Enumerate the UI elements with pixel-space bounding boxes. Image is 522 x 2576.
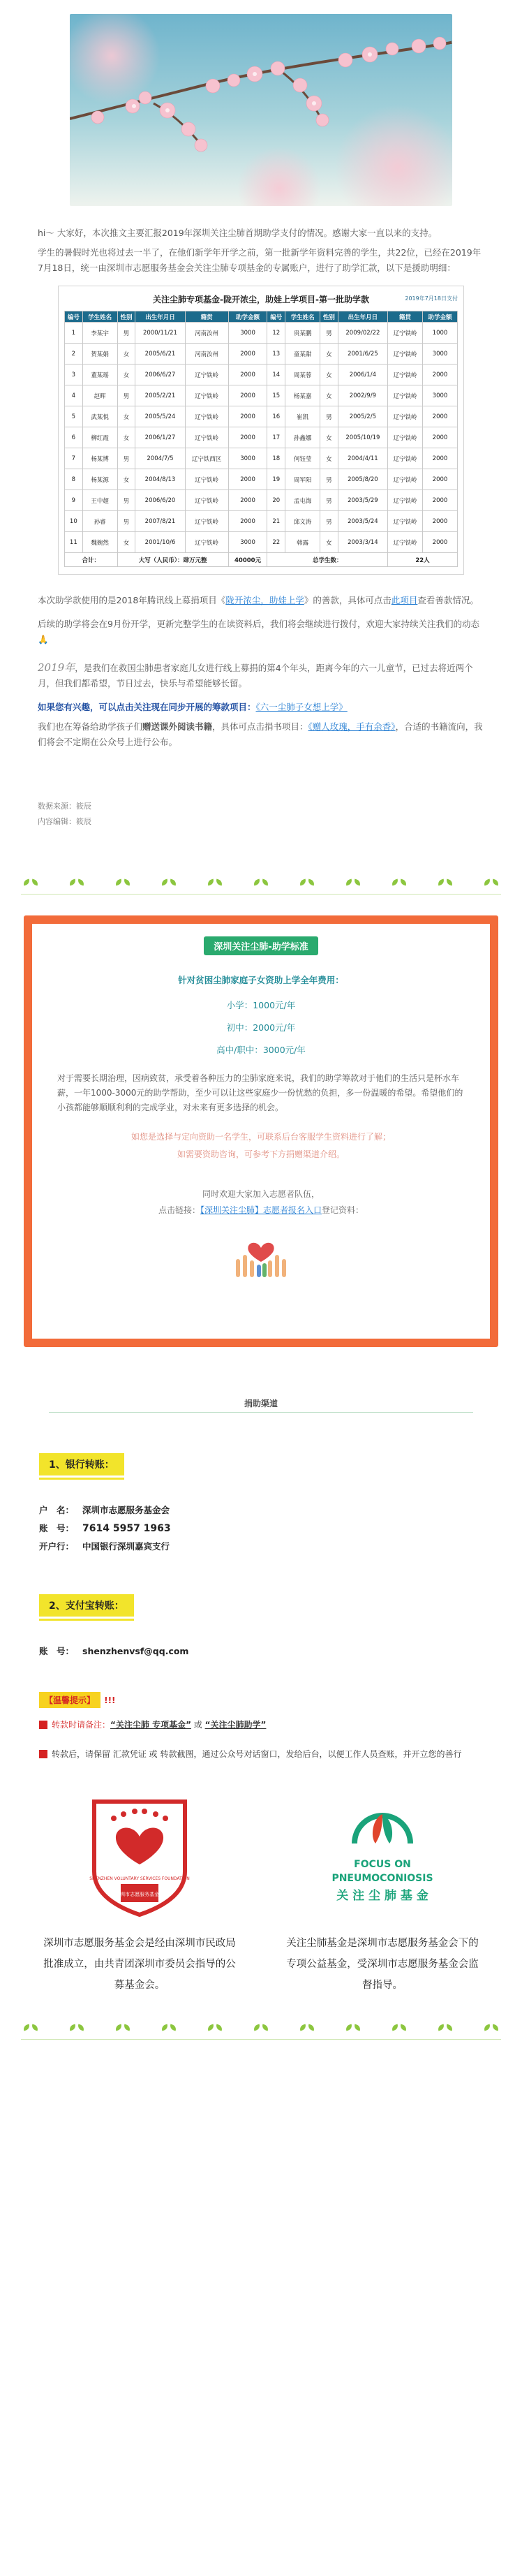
table-cell: 2003/5/29 (338, 490, 387, 511)
table-cell: 2005/5/24 (135, 406, 185, 427)
table-cell: 辽宁铁岭 (388, 365, 423, 385)
p3-text-c: 查看善款情况。 (417, 595, 479, 605)
table-cell: 男 (117, 511, 135, 532)
bank-account-name-row (0, 1503, 522, 1516)
volunteer-link-line (57, 1204, 465, 1216)
leaf-icon (207, 878, 223, 888)
table-cell: 4 (65, 385, 83, 406)
table-header-cell: 编号 (267, 311, 285, 323)
p7-text-b: 赠送课外阅读书籍 (142, 721, 213, 732)
table-cell: 2004/7/5 (135, 448, 185, 469)
p6-text: 如果您有兴趣，可以点击关注现在同步开展的筹款项目： (38, 702, 256, 712)
table-body (65, 323, 458, 567)
table-cell: 2000 (228, 469, 267, 490)
table-cell: 辽宁铁岭 (388, 469, 423, 490)
table-header-row (65, 311, 458, 323)
table-cell: 13 (267, 344, 285, 365)
p7-text-c: ，具体可点击捐书项目： (212, 721, 308, 732)
table-cell: 女 (320, 344, 338, 365)
book-project-link[interactable]: 《赠人玫瑰，手有余香》 (308, 721, 396, 732)
table-total-cell: 大写（人民币）：肆万元整 (117, 553, 228, 567)
leaf-icon (392, 878, 407, 888)
table-cell: 3000 (228, 448, 267, 469)
table-header-cell: 编号 (65, 311, 83, 323)
table-total-cell: 40000元 (228, 553, 267, 567)
table-cell: 辽宁铁岭 (388, 344, 423, 365)
table-cell: 武某悦 (82, 406, 117, 427)
table-header-cell: 助学金额 (228, 311, 267, 323)
table-row (65, 344, 458, 365)
table-cell: 2000 (228, 511, 267, 532)
table-cell: 11 (65, 532, 83, 553)
table-cell: 9 (65, 490, 83, 511)
left-logo-en: SHENZHEN VOLUNTARY SERVICES FOUNDATION (89, 1876, 190, 1881)
bank-branch-row (0, 1540, 522, 1552)
leaf-icon (392, 2024, 407, 2033)
table-cell: 2005/10/19 (338, 427, 387, 448)
table-cell: 2005/2/5 (338, 406, 387, 427)
right-logo-en2: PNEUMOCONIOSIS (331, 1873, 433, 1884)
follow-project-paragraph (38, 700, 484, 715)
table-cell: 2006/6/20 (135, 490, 185, 511)
table-cell: 辽宁铁岭 (185, 406, 228, 427)
table-row (65, 490, 458, 511)
aid-high-school: 高中/职中：3000元/年 (216, 1045, 306, 1055)
table-header-cell: 学生姓名 (82, 311, 117, 323)
book-donation-paragraph (38, 719, 484, 750)
red-square-icon (39, 1721, 47, 1729)
table-cell: 童某甜 (285, 344, 320, 365)
aid-donate-hint: 如需要资助咨询，可参考下方捐赠渠道介绍。 (177, 1149, 345, 1159)
table-cell: 男 (320, 490, 338, 511)
table-row (65, 427, 458, 448)
aid-contact-hint: 如您是选择与定向资助一名学生，可联系后台客服学生资料进行了解； (130, 1132, 391, 1142)
table-total-cell: 总学生数： (267, 553, 388, 567)
table-cell: 女 (117, 427, 135, 448)
table-cell: 1000 (422, 323, 457, 344)
volunteer-link-prefix: 点击链接： (158, 1205, 200, 1215)
anniversary-paragraph (38, 660, 484, 691)
table-cell: 2004/8/13 (135, 469, 185, 490)
donation-channel-title-text: 捐助渠道 (244, 1399, 278, 1408)
leaf-icon (345, 878, 361, 888)
table-cell: 辽宁铁岭 (388, 448, 423, 469)
channel-divider (49, 1412, 473, 1413)
table-cell: 男 (117, 385, 135, 406)
warning-note-1-d: “关注尘肺助学” (204, 1720, 267, 1730)
table-cell: 辽宁铁岭 (388, 323, 423, 344)
table-cell: 男 (117, 448, 135, 469)
table-cell: 女 (320, 427, 338, 448)
right-logo-en1: FOCUS ON (354, 1859, 411, 1870)
table-cell: 3000 (422, 344, 457, 365)
table-cell: 21 (267, 511, 285, 532)
table-cell: 孟屯海 (285, 490, 320, 511)
volunteer-signup-link[interactable]: 【深圳关注尘肺】志愿者报名入口 (200, 1205, 322, 1215)
table-row (65, 385, 458, 406)
table-cell: 杨某博 (82, 448, 117, 469)
leaf-divider-line (21, 894, 501, 895)
table-cell: 杨某源 (82, 469, 117, 490)
table-cell: 20 (267, 490, 285, 511)
aid-primary-school: 小学：1000元/年 (226, 1000, 296, 1010)
fund-table-card (58, 286, 464, 575)
table-cell: 女 (320, 365, 338, 385)
table-cell: 女 (117, 344, 135, 365)
table-cell: 河南汝州 (185, 344, 228, 365)
warning-note-1-c: 或 (193, 1720, 202, 1730)
table-cell: 赵晖 (82, 385, 117, 406)
table-cell: 男 (320, 323, 338, 344)
leaf-divider-top (0, 878, 522, 888)
warning-note-1 (0, 1716, 522, 1733)
table-cell: 邱文涛 (285, 511, 320, 532)
leaf-icon (69, 878, 84, 888)
bank-account-name: 深圳市志愿服务基金会 (82, 1505, 170, 1515)
table-row (65, 532, 458, 553)
table-header-cell: 籍贯 (185, 311, 228, 323)
content-editor-label: 内容编辑：筱辰 (38, 817, 91, 826)
leaf-divider-line-bottom (21, 2039, 501, 2040)
shenzhen-volunteer-foundation-logo (80, 1795, 199, 1920)
table-cell: 8 (65, 469, 83, 490)
warning-note-1-a: 转款时请备注： (52, 1720, 111, 1730)
table-cell: 2006/1/27 (135, 427, 185, 448)
table-cell: 男 (320, 469, 338, 490)
warning-note-1-b: “关注尘肺 专项基金” (110, 1720, 191, 1730)
org-left-description: 深圳市志愿服务基金会是经由深圳市民政局批准成立，由共青团深圳市委员会指导的公募基金会。 (43, 1938, 236, 1991)
table-cell: 男 (117, 490, 135, 511)
table-cell: 辽宁铁岭 (185, 365, 228, 385)
article-body (0, 226, 522, 276)
leaf-icon (161, 878, 177, 888)
table-cell: 周某蓉 (285, 365, 320, 385)
warning-note-2-text: 转款后，请保留 汇款凭证 或 转款截图，通过公众号对话窗口，发给后台，以便工作人员查账，并开立您的善行 (52, 1749, 462, 1759)
leaf-icon (253, 878, 269, 888)
leaf-icon (69, 2024, 84, 2033)
table-cell: 辽宁铁岭 (388, 385, 423, 406)
table-cell: 2002/9/9 (338, 385, 387, 406)
table-cell: 2005/2/21 (135, 385, 185, 406)
table-cell: 2000 (422, 448, 457, 469)
table-row (65, 365, 458, 385)
aid-standard-tag: 深圳关注尘肺-助学标准 (204, 936, 318, 955)
table-cell: 女 (320, 448, 338, 469)
table-cell: 3000 (228, 323, 267, 344)
table-row (65, 406, 458, 427)
table-cell: 2000 (422, 469, 457, 490)
warning-marks: !!! (104, 1695, 116, 1705)
table-cell: 辽宁铁岭 (388, 427, 423, 448)
table-cell: 韩露 (285, 532, 320, 553)
table-header-cell: 学生姓名 (285, 311, 320, 323)
table-cell: 3000 (422, 385, 457, 406)
fund-table-title (64, 290, 458, 311)
table-cell: 崔凯 (285, 406, 320, 427)
table-header-cell: 出生年月日 (135, 311, 185, 323)
table-cell: 2004/4/11 (338, 448, 387, 469)
table-cell: 7 (65, 448, 83, 469)
project-link[interactable]: 陇开浓尘，助娃上学 (225, 595, 304, 605)
table-cell: 董某瑶 (82, 365, 117, 385)
bank-account-number-row (0, 1522, 522, 1534)
table-cell: 3000 (228, 532, 267, 553)
warning-tag: 【温馨提示】 (39, 1692, 100, 1708)
bank-account-number-label: 账 号： (39, 1523, 75, 1533)
table-cell: 16 (267, 406, 285, 427)
cherry-blossom-illustration (70, 14, 452, 206)
table-cell: 2000 (422, 511, 457, 532)
table-cell: 2003/5/24 (338, 511, 387, 532)
leaf-icon (23, 2024, 38, 2033)
bank-account-number: 7614 5957 1963 (82, 1523, 171, 1534)
leaf-icon (484, 2024, 499, 2033)
this-project-link[interactable]: 此项目 (391, 595, 418, 605)
leaf-icon (253, 2024, 269, 2033)
table-cell: 女 (117, 406, 135, 427)
table-cell: 5 (65, 406, 83, 427)
table-cell: 12 (267, 323, 285, 344)
p5-text: ，是我们在救国尘肺患者家庭儿女进行线上募捐的第4个年头，距离今年的六一儿童节，已过去将近两个月，但我们都希望，节日过去，快乐与希望能够长留。 (38, 663, 473, 689)
table-cell: 2000 (228, 427, 267, 448)
leaf-icon (345, 2024, 361, 2033)
table-cell: 2001/6/25 (338, 344, 387, 365)
table-cell: 3 (65, 365, 83, 385)
next-batch-paragraph: 后续的助学将会在9月份开学，更新完整学生的在读资料后，我们将会继续进行拨付，欢迎大家持续关注我们的动态🙏 (38, 619, 479, 645)
donation-channel-title (237, 1397, 285, 1409)
table-cell: 辽宁铁岭 (185, 385, 228, 406)
table-cell: 贵某鹏 (285, 323, 320, 344)
table-row (65, 469, 458, 490)
table-cell: 孙睿 (82, 511, 117, 532)
org-right (285, 1795, 480, 1996)
table-cell: 王中超 (82, 490, 117, 511)
table-cell: 2000 (228, 385, 267, 406)
fund-table-date: 2019年7月18日支付 (405, 295, 458, 302)
alipay-transfer-tag: 2、支付宝转账： (39, 1594, 134, 1617)
children-project-link[interactable]: 《六一尘肺子女想上学》 (255, 702, 348, 712)
table-cell: 22 (267, 532, 285, 553)
table-cell: 李某宇 (82, 323, 117, 344)
table-row (65, 448, 458, 469)
table-cell: 2001/10/6 (135, 532, 185, 553)
article-body-2 (0, 593, 522, 750)
p3-text-b: 》的善款，具体可点击 (304, 595, 392, 605)
table-cell: 辽宁铁岭 (388, 511, 423, 532)
table-cell: 辽宁铁岭 (185, 427, 228, 448)
leaf-icon (161, 2024, 177, 2033)
leaf-icon (484, 878, 499, 888)
article-page (0, 14, 522, 2054)
table-cell: 2000 (422, 427, 457, 448)
funding-source-paragraph (38, 593, 484, 608)
table-cell: 何钰莹 (285, 448, 320, 469)
left-logo-cn: 深圳市志愿服务基金会 (115, 1892, 164, 1897)
table-cell: 6 (65, 427, 83, 448)
table-cell: 2000 (228, 406, 267, 427)
table-header-cell: 籍贯 (388, 311, 423, 323)
table-cell: 男 (117, 323, 135, 344)
table-header-cell: 性别 (320, 311, 338, 323)
table-header-cell: 出生年月日 (338, 311, 387, 323)
warning-header (0, 1657, 522, 1708)
alipay-account-row (0, 1644, 522, 1657)
table-cell: 18 (267, 448, 285, 469)
table-cell: 2000/11/21 (135, 323, 185, 344)
bank-account-name-label: 户 名： (39, 1505, 75, 1515)
warning-note-2 (0, 1746, 522, 1762)
table-cell: 2005/6/21 (135, 344, 185, 365)
bank-branch: 中国银行深圳嘉宾支行 (82, 1541, 170, 1552)
table-cell: 2007/8/21 (135, 511, 185, 532)
table-cell: 河南汝州 (185, 323, 228, 344)
table-cell: 14 (267, 365, 285, 385)
table-header-cell: 助学金额 (422, 311, 457, 323)
bank-transfer-tag: 1、银行转账： (39, 1453, 124, 1475)
table-row (65, 511, 458, 532)
table-cell: 15 (267, 385, 285, 406)
data-source-label: 数据来源：筱辰 (38, 802, 91, 811)
table-cell: 女 (117, 469, 135, 490)
table-header-cell: 性别 (117, 311, 135, 323)
p3-text-a: 本次助学款使用的是2018年腾讯线上募捐项目《 (38, 595, 226, 605)
heart-hands-icon (226, 1232, 296, 1281)
table-cell: 1 (65, 323, 83, 344)
table-cell: 2000 (422, 406, 457, 427)
alipay-account-label: 账 号： (39, 1646, 75, 1656)
year-label: 2019年 (38, 661, 75, 674)
table-cell: 2005/8/20 (338, 469, 387, 490)
aid-description: 对于需要长期治理，因病致贫，承受着各种压力的尘肺家庭来说，我们的助学筹款对于他们的生活只是杯水车薪，一年1000-3000元的助学帮助，至少可以让这些家庭少一份忧愁的负担，多一份温暖的希望。希望他们的小孩都能够顺顺利利的完成学业，对未来有更多选择的机会。 (57, 1073, 463, 1112)
table-cell: 杨某嘉 (285, 385, 320, 406)
table-cell: 辽宁铁岭 (185, 469, 228, 490)
table-cell: 10 (65, 511, 83, 532)
donation-channel-header (0, 1396, 522, 1409)
p7-text-d: ，合适的书籍流向，我们将会不定期在公众号上进行公布。 (38, 721, 483, 747)
table-cell: 辽宁铁岭 (388, 490, 423, 511)
leaf-icon (299, 878, 315, 888)
table-cell: 19 (267, 469, 285, 490)
table-total-cell: 22人 (388, 553, 458, 567)
table-cell: 孙鑫娜 (285, 427, 320, 448)
table-cell: 2000 (422, 365, 457, 385)
table-cell: 17 (267, 427, 285, 448)
table-total-cell: 合计： (65, 553, 118, 567)
table-cell: 2000 (228, 365, 267, 385)
table-cell: 2000 (422, 532, 457, 553)
p7-text-a: 我们也在筹备给助学孩子们 (38, 721, 143, 732)
table-cell: 辽宁铁岭 (185, 490, 228, 511)
intro-paragraph-1: hi～ 大家好，本次推文主要汇报2019年深圳关注尘肺首期助学支付的情况。感谢大家一直以来的支持。 (38, 228, 438, 238)
table-cell: 2000 (228, 490, 267, 511)
table-cell: 2000 (422, 490, 457, 511)
table-cell: 辽宁铁岭 (185, 511, 228, 532)
table-cell: 2006/6/27 (135, 365, 185, 385)
alipay-account: shenzhenvsf@qq.com (82, 1646, 189, 1656)
right-logo-cn: 关 注 尘 肺 基 金 (336, 1889, 428, 1903)
table-cell: 周军阳 (285, 469, 320, 490)
table-cell: 辽宁铁西区 (185, 448, 228, 469)
red-square-icon (39, 1750, 47, 1758)
leaf-icon (438, 2024, 453, 2033)
table-cell: 女 (320, 532, 338, 553)
table-cell: 柳红霞 (82, 427, 117, 448)
article-meta (0, 799, 522, 830)
aid-standard-card (24, 915, 498, 1347)
table-cell: 女 (117, 532, 135, 553)
table-cell: 贺某娟 (82, 344, 117, 365)
table-cell: 男 (320, 511, 338, 532)
organizations (0, 1795, 522, 1996)
leaf-divider-bottom (0, 2024, 522, 2033)
table-cell: 2000 (228, 344, 267, 365)
table-total-row (65, 553, 458, 567)
focus-on-pneumoconiosis-logo (306, 1795, 459, 1920)
bank-branch-label: 开户行： (39, 1541, 75, 1552)
leaf-icon (299, 2024, 315, 2033)
leaf-icon (115, 878, 130, 888)
table-cell: 女 (117, 365, 135, 385)
table-cell: 2 (65, 344, 83, 365)
volunteer-call: 同时欢迎大家加入志愿者队伍， (202, 1189, 320, 1199)
table-cell: 辽宁铁岭 (388, 406, 423, 427)
table-cell: 魏婉然 (82, 532, 117, 553)
aid-headline: 针对贫困尘肺家庭子女资助上学全年费用： (178, 975, 344, 985)
table-cell: 女 (320, 385, 338, 406)
table-row (65, 323, 458, 344)
leaf-icon (207, 2024, 223, 2033)
leaf-icon (23, 878, 38, 888)
table-cell: 辽宁铁岭 (185, 532, 228, 553)
aid-middle-school: 初中：2000元/年 (226, 1022, 296, 1033)
org-right-description: 关注尘肺基金是深圳市志愿服务基金会下的专项公益基金，受深圳市志愿服务基金会监督指导。 (286, 1938, 479, 1991)
table-cell: 男 (320, 406, 338, 427)
intro-paragraph-2: 学生的暑假时光也将过去一半了，在他们新学年开学之前，第一批新学年资料完善的学生，共22位，已经在2019年7月18日，统一由深圳市志愿服务基金会关注尘肺专项基金的专属账户，进行了助学汇款，以下是援助明细： (38, 247, 482, 273)
banner-image (70, 14, 452, 206)
table-cell: 辽宁铁岭 (388, 532, 423, 553)
leaf-icon (438, 878, 453, 888)
table-cell: 2006/1/4 (338, 365, 387, 385)
org-left (42, 1795, 237, 1996)
table-cell: 2009/02/22 (338, 323, 387, 344)
volunteer-link-suffix: 登记资料： (322, 1205, 364, 1215)
fund-table-title-text: 关注尘肺专项基金-陇开浓尘，助娃上学项目-第一批助学款 (153, 295, 369, 304)
leaf-icon (115, 2024, 130, 2033)
fund-table (64, 311, 458, 567)
table-cell: 2003/3/14 (338, 532, 387, 553)
